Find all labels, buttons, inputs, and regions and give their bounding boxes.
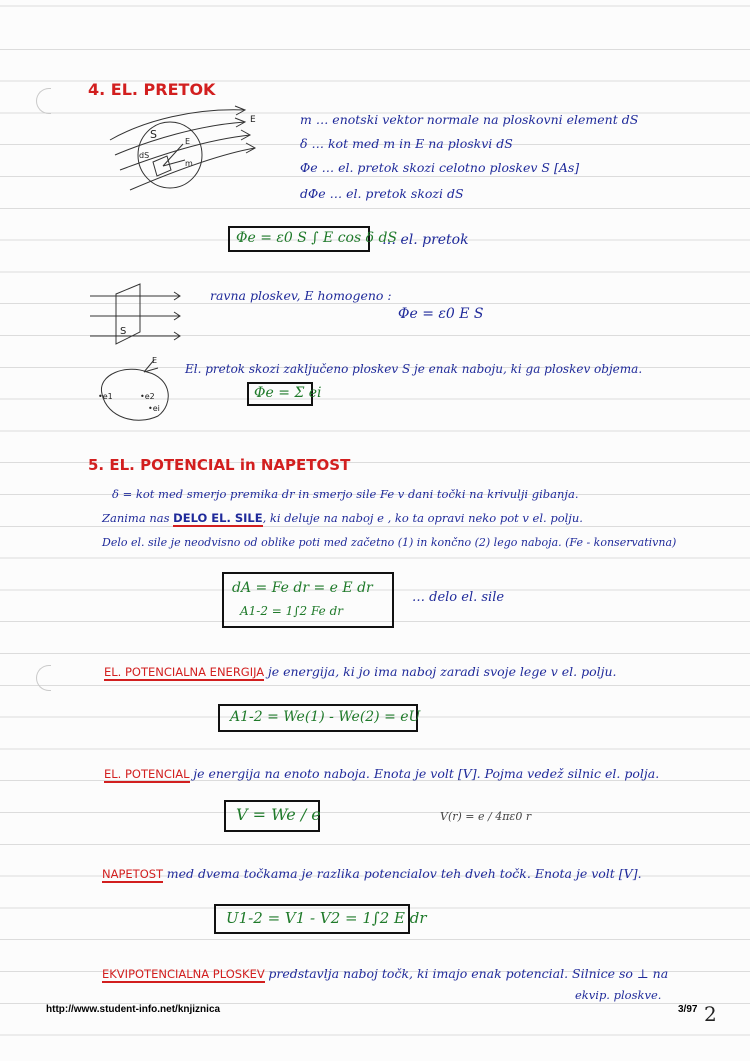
flux-formula-note: … el. pretok — [382, 232, 469, 248]
diagram-label-E-field: E — [250, 115, 256, 125]
energy-line — [104, 664, 617, 679]
footer-handwritten-page: 2 — [704, 1002, 717, 1026]
diagram-label-m: m — [185, 159, 193, 168]
legend-line-4: dΦe … el. pretok skozi dS — [300, 186, 464, 201]
work-term: DELO EL. SILE — [173, 511, 263, 525]
diagram-label-S: S — [150, 128, 157, 141]
closed-label-e1: •e1 — [98, 392, 113, 401]
plane-diagram — [88, 282, 188, 350]
plane-text: ravna ploskev, E homogeno : — [210, 288, 392, 303]
footer-page-number: 3/97 — [678, 1004, 698, 1015]
closed-label-ei: •ei — [148, 404, 160, 413]
section-5-line-3: Delo el. sile je neodvisno od oblike poti med začetno (1) in končno (2) lego naboja. (Fe - konservativna) — [102, 536, 677, 549]
line-2-suffix: , ki deluje na naboj e , ko ta opravi neko pot v el. polju. — [262, 511, 583, 525]
legend-line-2: δ … kot med m in E na ploskvi dS — [300, 136, 513, 151]
work-formula-2: A1-2 = 1∫2 Fe dr — [240, 604, 344, 618]
section-5-title: 5. EL. POTENCIAL in NAPETOST — [88, 456, 351, 474]
work-formula-box — [222, 572, 394, 628]
closed-surface-text: El. pretok skozi zaključeno ploskev S je enak naboju, ki ga ploskev objema. — [185, 362, 643, 376]
plane-formula: Φe = ε0 E S — [398, 306, 484, 322]
voltage-term: NAPETOST — [102, 867, 164, 881]
diagram-label-dS: dS — [139, 151, 150, 160]
flux-formula: Φe = ε0 S ∫ E cos δ dS — [236, 230, 398, 246]
equipotential-line — [102, 966, 668, 981]
potential-formula: V = We / e — [236, 805, 321, 824]
voltage-formula-box — [214, 904, 427, 934]
flux-diagram — [105, 100, 275, 200]
plane-label-S: S — [120, 326, 127, 337]
line-2-prefix: Zanima nas — [102, 511, 170, 525]
potential-formula-box — [224, 800, 320, 832]
legend-line-1: m … enotski vektor normale na ploskovni element dS — [300, 112, 639, 127]
potential-line — [104, 766, 659, 781]
work-formula-1: dA = Fe dr = e E dr — [232, 580, 373, 596]
energy-formula-box — [218, 704, 421, 732]
diagram-label-E: E — [185, 137, 191, 146]
work-note: … delo el. sile — [412, 590, 505, 605]
section-5-line-2 — [102, 511, 583, 525]
potential-term: EL. POTENCIAL — [104, 767, 190, 781]
closed-surface-diagram — [92, 354, 178, 428]
potential-text: je energija na enoto naboja. Enota je volt [V]. Pojma vedež silnic el. polja. — [193, 766, 660, 781]
equipotential-term: EKVIPOTENCIALNA PLOSKEV — [102, 967, 265, 981]
energy-term: EL. POTENCIALNA ENERGIJA — [104, 665, 265, 679]
punch-hole-1 — [36, 88, 51, 114]
potential-side-formula: V(r) = e / 4πε0 r — [440, 810, 532, 823]
voltage-formula: U1-2 = V1 - V2 = 1∫2 E dr — [226, 909, 427, 927]
footer-url[interactable]: http://www.student-info.net/knjiznica — [46, 1004, 221, 1015]
closed-formula-box — [247, 382, 322, 406]
section-4-title: 4. EL. PRETOK — [88, 80, 216, 99]
equipotential-text-2: ekvip. ploskve. — [575, 988, 662, 1002]
flux-formula-box — [228, 226, 398, 252]
voltage-text: med dvema točkama je razlika potencialov teh dveh točk. Enota je volt [V]. — [166, 866, 642, 881]
closed-label-e2: •e2 — [140, 392, 155, 401]
section-5-line-1: δ = kot med smerjo premika dr in smerjo sile Fe v dani točki na krivulji gibanja. — [112, 487, 579, 501]
energy-formula: A1-2 = We(1) - We(2) = eU — [230, 709, 421, 725]
legend-line-3: Φe … el. pretok skozi celotno ploskev S [As] — [300, 160, 580, 175]
equipotential-text: predstavlja naboj točk, ki imajo enak potencial. Silnice so ⊥ na — [268, 966, 669, 981]
voltage-line — [102, 866, 642, 881]
punch-hole-2 — [36, 665, 51, 691]
energy-text: je energija, ki jo ima naboj zaradi svoje lege v el. polju. — [267, 664, 617, 679]
closed-label-E: E — [152, 356, 158, 365]
closed-formula: Φe = Σ ei — [254, 385, 322, 401]
